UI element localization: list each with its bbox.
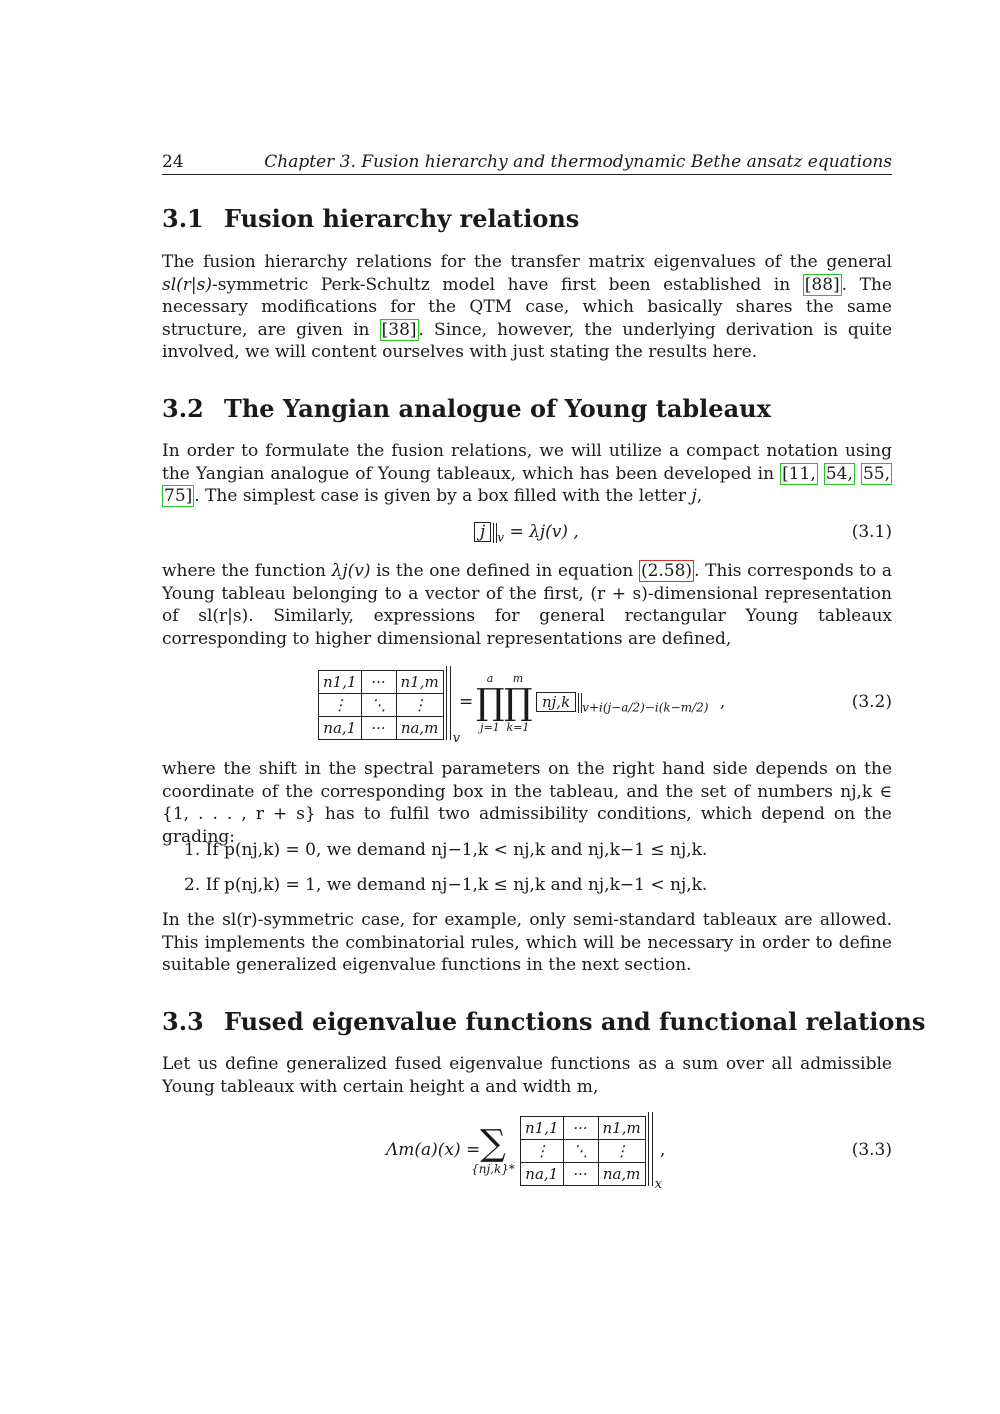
young-tableau [520,1112,663,1192]
tableau-cell: ⋮ [396,694,443,717]
tableau-cell: ··· [563,1117,598,1140]
paragraph-3-2-function [162,560,892,650]
product-upper: m [512,672,524,685]
math-lambda: λj(v) [331,561,371,581]
section-title: Fused eigenvalue functions and functional relations [224,1007,926,1036]
text: where the shift in the spectral parameters on the right hand side depends on the coordinate of the corresponding box in the tableau, and the set of numbers nj,k ∈ {1, . . . , r + s} has to fulfil two admissibility conditions, which depend on the grading: [162,759,892,847]
section-number: 3.1 [162,204,204,233]
tableau-cell: na,m [598,1163,645,1186]
evaluation-bar [446,666,451,740]
text: . The simplest case is given by a box filled with the letter [194,486,692,507]
text: is the one defined in equation [370,561,639,581]
equation-link[interactable]: (2.58) [640,561,693,581]
equation-number: (3.2) [851,692,892,712]
subscript: v [452,731,461,746]
section-heading-3-1 [162,204,579,233]
tableau-cell: ⋱ [563,1140,598,1163]
text: Let us define generalized fused eigenvalue functions as a sum over all admissible Young tableaux with certain height a and width m, [162,1054,892,1097]
sum-lower: {nj,k}* [471,1162,515,1176]
equation-3-2 [162,664,892,750]
section-title: Fusion hierarchy relations [224,204,580,233]
subscript: v+i(j−a/2)−i(k−m/2) [582,700,709,715]
tableau-cell: na,1 [521,1163,564,1186]
tableau-cell: ⋮ [521,1140,564,1163]
section-heading-3-2 [162,394,771,423]
text: The fusion hierarchy relations for the transfer matrix eigenvalues of the general [162,252,892,272]
tableau-cell: n1,1 [319,671,362,694]
paragraph-3-1 [162,251,892,364]
citation-link[interactable]: 55, [862,463,891,484]
math-sl: sl(r|s) [162,274,213,295]
product-symbol: ∏ [476,682,505,723]
section-number: 3.3 [162,1007,204,1036]
tableau-cell: ··· [361,671,396,694]
text: -symmetric Perk-Schultz model have first been established in [212,274,803,295]
text: . This corresponds to a Young tableau belonging to a vector of the first, (r + s)-dimensional representation of sl(r|s). Similarly, expressions for general rectangular Young tableaux corresponding to higher dimensional representations are defined, [162,561,892,649]
tableau-cell: ⋮ [319,694,362,717]
text: In order to formulate the fusion relations, we will utilize a compact notation using the Yangian analogue of Young tableaux, which has been developed in [162,441,892,484]
section-title: The Yangian analogue of Young tableaux [224,394,771,423]
paragraph-3-2-semistandard [162,909,892,977]
product-upper: a [486,672,494,685]
sum-symbol: ∑ [480,1123,506,1164]
comma: , [719,692,726,712]
equals-sign: = [459,692,474,712]
product-symbol: ∏ [504,682,533,723]
paragraph-3-2-conditions [162,758,892,848]
product-k [504,672,532,734]
tableau-cell: ⋮ [598,1140,645,1163]
product-j [476,672,504,734]
equation-3-3 [162,1112,892,1202]
equation-number: (3.3) [851,1140,892,1160]
tableau-cell: n1,1 [521,1117,564,1140]
citation-link[interactable]: [88] [804,274,840,295]
evaluation-bar [648,1112,653,1186]
tableau-cell: ··· [361,717,396,740]
equation-number: (3.1) [851,522,892,542]
product-lower: j=1 [480,721,500,734]
list-item: 2. If p(nj,k) = 1, we demand nj−1,k ≤ nj,k and nj,k−1 < nj,k. [184,875,708,895]
text: where the function [162,561,332,581]
tableau-cell: n1,m [396,671,443,694]
equation-3-1 [162,522,892,550]
equation-rhs: = λj(v) , [509,522,579,542]
tableau-grid [520,1116,646,1186]
subscript: v [497,530,505,545]
tableau-cell: n1,m [598,1117,645,1140]
tableau-cell: na,1 [319,717,362,740]
sum [462,1123,524,1176]
section-heading-3-3 [162,1007,925,1036]
citation-link[interactable]: [38] [381,319,417,340]
running-header [162,150,892,175]
product-lower: k=1 [506,721,530,734]
paragraph-3-2-intro [162,440,892,508]
page-number: 24 [162,152,184,172]
citation-link[interactable]: 75] [164,486,193,507]
chapter-title: Chapter 3. Fusion hierarchy and thermodynamic Bethe ansatz equations [264,152,892,172]
subscript: x [654,1177,663,1192]
text: . Since, however, the underlying derivation is quite involved, we will content ourselves with just stating the results here. [162,319,892,363]
young-box: nj,k [536,692,576,712]
section-number: 3.2 [162,394,204,423]
paragraph-3-3 [162,1053,892,1098]
math-j: j [691,486,697,507]
comma: , [660,1140,666,1160]
young-tableau [318,666,461,746]
young-box: j [474,522,491,542]
tableau-cell: na,m [396,717,443,740]
tableau-grid [318,670,444,740]
text: In the sl(r)-symmetric case, for example, only semi-standard tableaux are allowed. This implements the combinatorial rules, which will be necessary in order to define suitable generalized eigenvalue functions in the next section. [162,910,892,976]
text: , [696,486,703,507]
citation-link[interactable]: 54, [825,463,853,484]
equation-lhs: Λm(a)(x) = [386,1140,481,1160]
tableau-cell: ··· [563,1163,598,1186]
text: . The necessary modifications for the QTM case, which basically shares the same structure, are given in [162,274,892,340]
tableau-cell: ⋱ [361,694,396,717]
list-item: 1. If p(nj,k) = 0, we demand nj−1,k < nj,k and nj,k−1 ≤ nj,k. [184,840,708,860]
product-term [536,692,725,714]
citation-link[interactable]: [11, [782,463,816,484]
